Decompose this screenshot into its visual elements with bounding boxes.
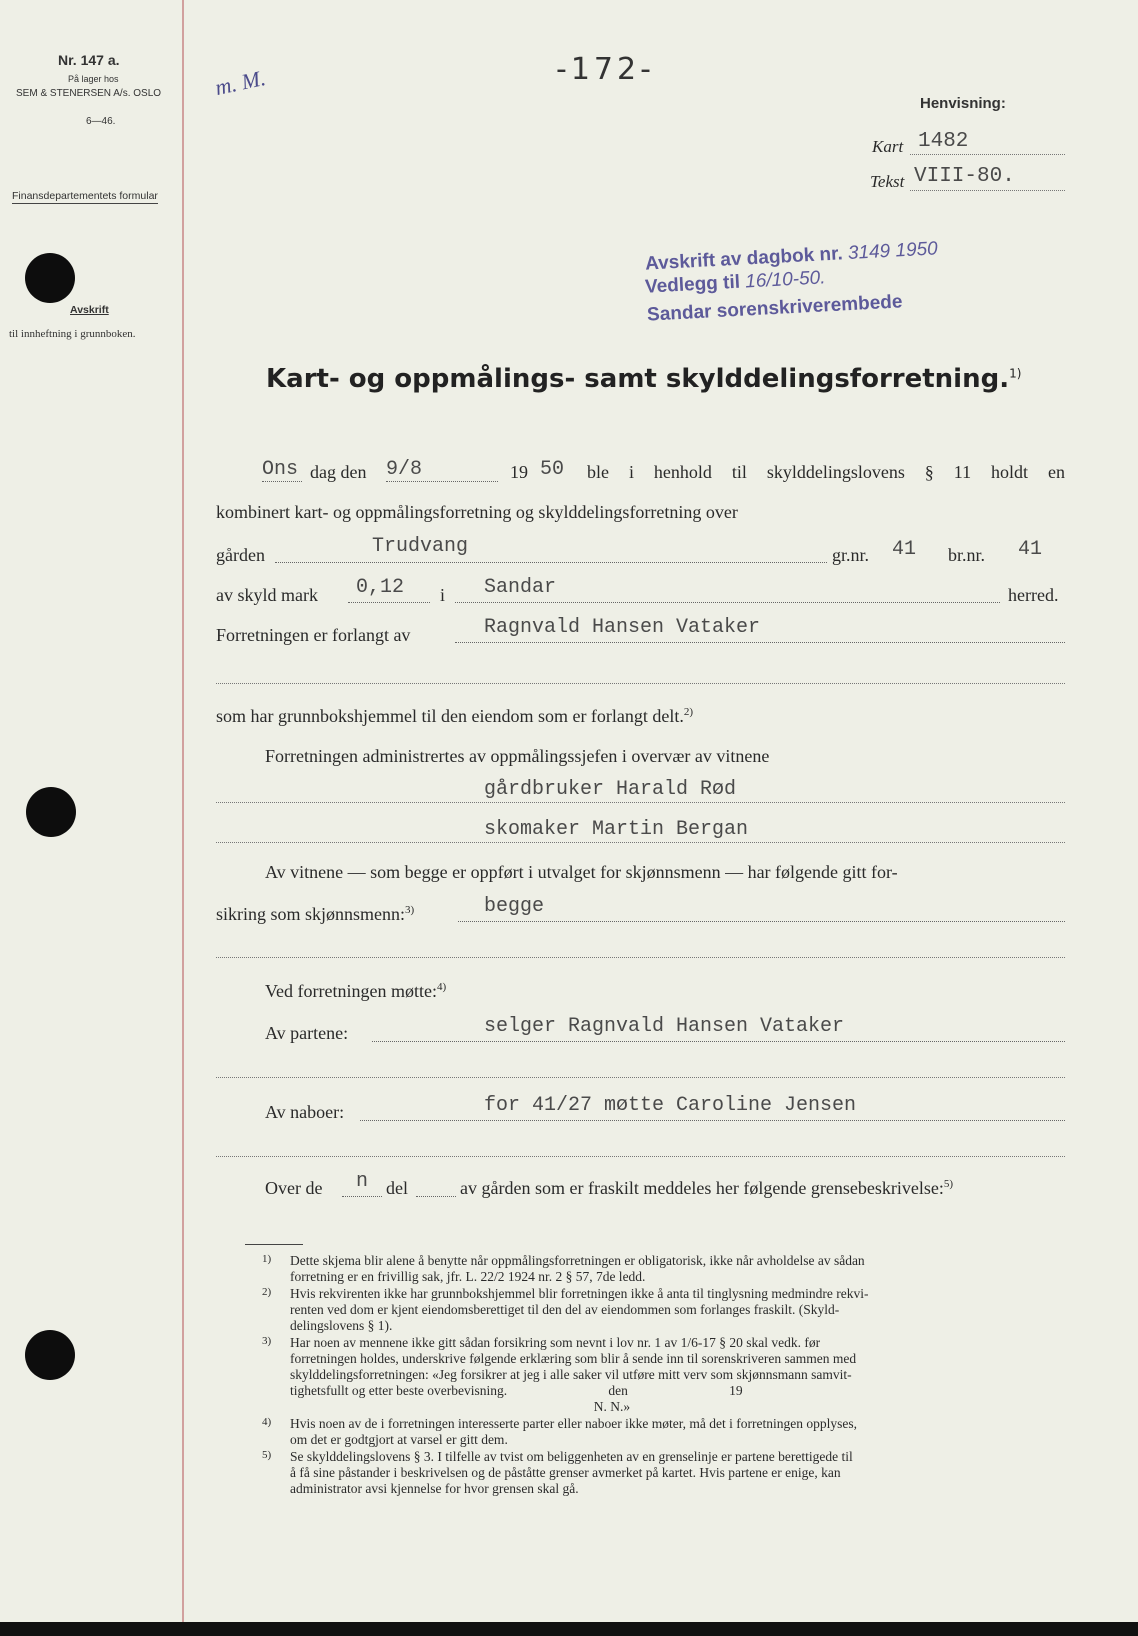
kart-value: 1482 <box>918 130 969 153</box>
herred-value: Sandar <box>484 576 557 599</box>
admin-line: Forretningen administrertes av oppmålingssjefen i overvær av vitnene <box>265 746 770 766</box>
footnote-line: om det er godtgjort at varsel er gitt dem. <box>290 1432 508 1447</box>
margin-scribble: m. M. <box>212 65 268 101</box>
footnote <box>262 1253 1070 1285</box>
footnote <box>262 1416 1070 1448</box>
footnote-line: tighetsfullt og etter beste overbevisning. den 19 <box>290 1383 743 1398</box>
over-line <box>460 1178 953 1199</box>
stamp-line2-prefix: Vedlegg til <box>644 271 741 298</box>
footnote-line: å få sine påstander i beskrivelsen og de påståtte grenser avmerket på kartet. Hvis partene er enige, kan <box>290 1465 841 1480</box>
footnote-line: Hvis rekvirenten ikke har grunnbokshjemmel blir forretningen ikke å anta til tinglysning medmindre rekvi- <box>290 1286 869 1301</box>
reference-label: Henvisning: <box>920 95 1006 112</box>
grunnbok-text: som har grunnbokshjemmel til den eiendom som er forlangt delt. <box>216 706 684 726</box>
stamp-line1-value: 3149 <box>847 240 891 265</box>
stamp-line1-year: 1950 <box>894 238 939 262</box>
grunnbok-mark: 2) <box>683 706 694 718</box>
footnote-mark: 4) <box>262 1416 272 1428</box>
footnote-mark: 5) <box>262 1449 272 1461</box>
ministry-label: Finansdepartementets formular <box>12 190 158 202</box>
partene-value: selger Ragnvald Hansen Vataker <box>484 1015 845 1038</box>
footnote-divider <box>245 1244 303 1245</box>
del-label: del <box>386 1178 408 1198</box>
tekst-value: VIII-80. <box>914 165 1015 188</box>
footnote-mark: 3) <box>262 1335 272 1347</box>
vitner-line2-label: sikring som skjønnsmenn: <box>216 904 406 924</box>
punch-hole-bottom <box>25 1330 75 1380</box>
footnote-line: forretning er en frivillig sak, jfr. L. 22/2 1924 nr. 2 § 57, 7de ledd. <box>290 1269 646 1284</box>
over-label: Over de <box>265 1178 323 1198</box>
year-value: 50 <box>540 458 565 481</box>
tekst-label: Tekst <box>870 172 905 191</box>
copy-label: Avskrift <box>70 304 109 316</box>
year-prefix: 19 <box>510 462 528 482</box>
witness-2: skomaker Martin Bergan <box>484 818 749 841</box>
footnote-line: N. N.» <box>290 1399 631 1414</box>
punch-hole-top <box>25 253 75 303</box>
punch-hole-middle <box>26 787 76 837</box>
i-label: i <box>440 585 446 605</box>
copy-note: til innheftning i grunnboken. <box>9 328 136 340</box>
naboer-label: Av naboer: <box>265 1102 345 1122</box>
motte-mark: 4) <box>436 981 447 993</box>
stamp-line1-prefix: Avskrift av dagbok nr. <box>644 243 844 275</box>
page-number: -172- <box>556 52 655 87</box>
grunnbok-line <box>216 706 693 727</box>
vitner-line1: Av vitnene — som begge er oppført i utvalget for skjønnsmenn — har følgende gitt for- <box>265 862 898 882</box>
footnotes <box>262 1253 1070 1498</box>
date-value: 9/8 <box>386 458 423 481</box>
footnote-line: skylddelingsforretningen: «Jeg forsikrer at jeg i alle saker vil utføre mitt verv som skjønnsmann samvit- <box>290 1367 852 1382</box>
title-footnote-mark: 1) <box>1009 366 1022 381</box>
forlangt-label: Forretningen er forlangt av <box>216 625 411 645</box>
grnr-value: 41 <box>892 538 917 561</box>
document-title-text: Kart- og oppmålings- samt skylddelingsforretning. <box>266 364 1010 394</box>
naboer-value: for 41/27 møtte Caroline Jensen <box>484 1094 857 1117</box>
footnote <box>262 1449 1070 1497</box>
stamp-line3: Sandar sorenskriverembede <box>646 291 903 326</box>
weekday-value: Ons <box>262 458 299 481</box>
footnote-line: delingslovens § 1). <box>290 1318 393 1333</box>
footnote-line: Dette skjema blir alene å benytte når oppmålingsforretningen er obligatorisk, ikke når avholdelse av sådan <box>290 1253 865 1268</box>
motte-label: Ved forretningen møtte: <box>265 981 437 1001</box>
form-number: Nr. 147 a. <box>58 52 120 68</box>
vitner-value: begge <box>484 895 545 918</box>
footnote <box>262 1286 1070 1334</box>
form-line1-rest: ble i henhold til skylddelingslovens § 11 holdt en <box>587 462 1065 482</box>
brnr-value: 41 <box>1018 538 1043 561</box>
edition: 6—46. <box>86 116 116 127</box>
forlangt-value: Ragnvald Hansen Vataker <box>484 616 761 639</box>
document-title <box>266 364 1021 394</box>
garden-label: gården <box>216 545 265 565</box>
motte-line <box>265 981 446 1002</box>
vitner-line2 <box>216 904 414 925</box>
footnote-line: Se skylddelingslovens § 3. I tilfelle av tvist om beliggenheten av en grenselinje er partene berettigede til <box>290 1449 853 1464</box>
margin-rule <box>182 0 184 1622</box>
brnr-label: br.nr. <box>948 545 986 565</box>
publisher-line2: SEM & STENERSEN A/s. OSLO <box>16 88 162 99</box>
form-line2: kombinert kart- og oppmålingsforretning og skylddelingsforretning over <box>216 502 738 522</box>
dag-den-label: dag den <box>310 462 367 482</box>
stamp-line2-value: 16/10-50. <box>744 267 827 293</box>
scan-edge <box>0 1622 1138 1636</box>
partene-label: Av partene: <box>265 1023 349 1043</box>
kart-label: Kart <box>872 137 904 156</box>
herred-label: herred. <box>1008 585 1059 605</box>
over-value: n <box>356 1170 369 1193</box>
witness-1: gårdbruker Harald Rød <box>484 778 737 801</box>
skyld-value: 0,12 <box>356 576 405 599</box>
over-rest: av gården som er fraskilt meddeles her følgende grensebeskrivelse: <box>460 1178 944 1198</box>
skyld-label: av skyld mark <box>216 585 318 605</box>
footnote-mark: 2) <box>262 1286 272 1298</box>
publisher-line1: På lager hos <box>68 74 119 84</box>
footnote-line: Har noen av mennene ikke gitt sådan forsikring som nevnt i lov nr. 1 av 1/6-17 § 20 skal vedk. før <box>290 1335 821 1350</box>
grnr-label: gr.nr. <box>832 545 870 565</box>
footnote-mark: 1) <box>262 1253 272 1265</box>
footnote-line: administrator avsi kjennelse for hvor grensen skal gå. <box>290 1481 579 1496</box>
garden-value: Trudvang <box>372 535 469 558</box>
footnote-line: Hvis noen av de i forretningen interesserte parter eller naboer ikke møter, må det i forretningen opplyses, <box>290 1416 858 1431</box>
footnote-line: forretningen holdes, underskrive følgende erklæring som blir å sende inn til sorenskriveren sammen med <box>290 1351 857 1366</box>
footnote <box>262 1335 1070 1415</box>
footnote-line: renten ved dom er kjent eiendomsberettiget til den del av eiendommen som forlanges fraskilt. (Skyld- <box>290 1302 840 1317</box>
vitner-mark: 3) <box>405 904 415 916</box>
over-mark: 5) <box>943 1178 953 1190</box>
